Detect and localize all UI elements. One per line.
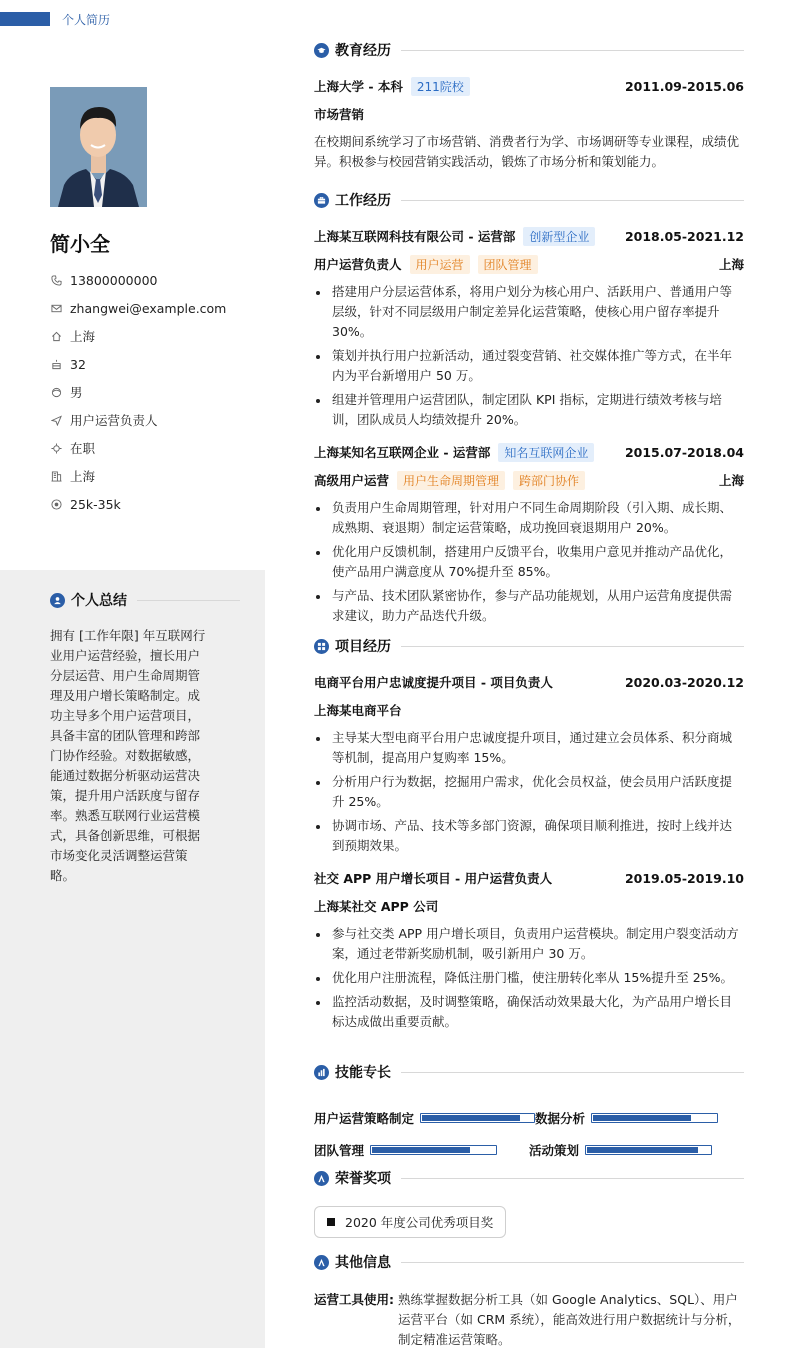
profile-name: 简小全 [50, 232, 110, 256]
info-age [50, 350, 226, 378]
job-city: 上海 [718, 473, 744, 488]
major: 市场营销 [314, 107, 365, 122]
bullet-item: 分析用户行为数据，挖掘用户需求，优化会员权益，使会员用户活跃度提升 25%。 [314, 772, 744, 812]
info-email [50, 294, 226, 322]
section-divider [401, 1262, 744, 1263]
bullet-item: 搭建用户分层运营体系，将用户划分为核心用户、活跃用户、普通用户等层级，针对不同层级用户制定差异化运营策略，使核心用户留存率提升 30%。 [314, 282, 744, 342]
major-row [314, 104, 744, 124]
education-title: 教育经历 [335, 43, 391, 59]
user-icon [50, 593, 65, 608]
building-icon [50, 470, 62, 482]
work-header [314, 190, 744, 210]
projects-header [314, 636, 744, 656]
job-role-row [314, 470, 744, 490]
bullet-item: 负责用户生命周期管理，针对用户不同生命周期阶段（引入期、成长期、成熟期、衰退期）制定运营策略，成功挽回衰退期用户 20%。 [314, 498, 744, 538]
mail-icon [50, 302, 62, 314]
info-location [50, 322, 226, 350]
skill-level-bar [420, 1113, 535, 1123]
info-position [50, 406, 226, 434]
project-entry [314, 868, 744, 1032]
job-city: 上海 [718, 257, 744, 272]
award-icon [314, 1171, 329, 1186]
awards-title: 荣誉奖项 [335, 1171, 391, 1187]
projects-section [314, 636, 744, 1036]
info-icon [314, 1255, 329, 1270]
work-section [314, 190, 744, 630]
other-header [314, 1252, 744, 1272]
section-divider [401, 1178, 744, 1179]
square-bullet-icon [327, 1218, 335, 1226]
other-label: 运营工具使用: [314, 1292, 394, 1307]
email-text: zhangwei@example.com [70, 300, 227, 316]
summary-section [50, 590, 240, 886]
project-org-row [314, 700, 744, 720]
home-icon [50, 330, 62, 342]
summary-header [50, 590, 240, 610]
job-company: 上海某互联网科技有限公司 - 运营部 [314, 229, 516, 244]
skill-tag: 用户生命周期管理 [397, 471, 505, 490]
skill-name: 用户运营策略制定 [314, 1111, 415, 1126]
projects-title: 项目经历 [335, 639, 391, 655]
section-divider [401, 200, 744, 201]
other-info-row [314, 1290, 744, 1348]
project-name-row [314, 672, 744, 692]
info-gender [50, 378, 226, 406]
skill-level-bar [591, 1113, 718, 1123]
other-section [314, 1252, 744, 1348]
skills-section [314, 1062, 744, 1166]
award-badge [314, 1206, 506, 1238]
info-status [50, 434, 226, 462]
company-tag: 创新型企业 [523, 227, 595, 246]
info-city [50, 462, 226, 490]
job-bullets [314, 282, 744, 430]
school-tag: 211院校 [411, 77, 470, 96]
skill-item [314, 1109, 535, 1127]
education-header [314, 40, 744, 60]
project-entry [314, 672, 744, 856]
skill-tag: 用户运营 [410, 255, 470, 274]
section-divider [401, 646, 744, 647]
bar-chart-icon [314, 1065, 329, 1080]
education-row [314, 76, 744, 96]
info-phone [50, 266, 226, 294]
skill-name: 团队管理 [314, 1143, 365, 1158]
age-text: 32 [70, 356, 86, 372]
skill-level-bar [370, 1145, 497, 1155]
status-text: 在职 [70, 441, 96, 456]
contact-info-list [50, 266, 226, 518]
summary-title: 个人总结 [71, 593, 127, 609]
bullet-item: 与产品、技术团队紧密协作，参与产品功能规划，从用户运营角度提供需求建议，助力产品迭代升级。 [314, 586, 744, 626]
resume-header-tag [0, 12, 110, 26]
job-company: 上海某知名互联网企业 - 运营部 [314, 445, 491, 460]
job-date: 2018.05-2021.12 [624, 228, 744, 244]
bullet-item: 参与社交类 APP 用户增长项目，负责用户运营模块。制定用户裂变活动方案，通过老带新奖励机制，吸引新用户 30 万。 [314, 924, 744, 964]
project-date: 2020.03-2020.12 [624, 674, 744, 690]
company-tag: 知名互联网企业 [498, 443, 594, 462]
header-accent-bar [0, 12, 50, 26]
gender-text: 男 [70, 385, 83, 400]
skills-header [314, 1062, 744, 1082]
bullet-item: 组建并管理用户运营团队，制定团队 KPI 指标，定期进行绩效考核与培训，团队成员人均绩效提升 20%。 [314, 390, 744, 430]
graduation-cap-icon [314, 43, 329, 58]
project-org: 上海某电商平台 [314, 703, 402, 718]
section-divider [401, 1072, 744, 1073]
section-divider [137, 600, 240, 601]
project-name: 社交 APP 用户增长项目 - 用户运营负责人 [314, 871, 553, 886]
phone-icon [50, 274, 62, 286]
job-role: 用户运营负责人 [314, 257, 402, 272]
skill-item [535, 1109, 744, 1127]
city-text: 上海 [70, 469, 96, 484]
age-icon [50, 358, 62, 370]
project-date: 2019.05-2019.10 [624, 870, 744, 886]
profile-photo [50, 87, 147, 207]
bullet-item: 监控活动数据，及时调整策略，确保活动效果最大化，为产品用户增长目标达成做出重要贡献。 [314, 992, 744, 1032]
job-role-row [314, 254, 744, 274]
job-date: 2015.07-2018.04 [624, 444, 744, 460]
job-entry [314, 442, 744, 626]
grid-icon [314, 639, 329, 654]
skill-level-bar [585, 1145, 712, 1155]
other-value: 熟练掌握数据分析工具（如 Google Analytics、SQL）、用户运营平台（如 CRM 系统），能高效进行用户数据统计与分析，制定精准运营策略。 [398, 1292, 741, 1347]
salary-icon [50, 498, 62, 510]
work-title: 工作经历 [335, 193, 391, 209]
job-entry [314, 226, 744, 430]
education-date: 2011.09-2015.06 [624, 78, 744, 94]
skill-name: 活动策划 [529, 1143, 580, 1158]
school-name: 上海大学 - 本科 [314, 79, 403, 94]
skill-tag: 团队管理 [478, 255, 538, 274]
skill-item [529, 1141, 744, 1159]
skill-name: 数据分析 [535, 1111, 586, 1126]
project-bullets [314, 728, 744, 856]
position-text: 用户运营负责人 [70, 413, 158, 428]
education-section [314, 40, 744, 172]
bullet-item: 协调市场、产品、技术等多部门资源，确保项目顺利推进，按时上线并达到预期效果。 [314, 816, 744, 856]
skill-item [314, 1141, 529, 1159]
project-name: 电商平台用户忠诚度提升项目 - 项目负责人 [314, 675, 553, 690]
skill-tag: 跨部门协作 [513, 471, 585, 490]
education-desc: 在校期间系统学习了市场营销、消费者行为学、市场调研等专业课程，成绩优异。积极参与校园营销实践活动，锻炼了市场分析和策划能力。 [314, 134, 740, 169]
job-company-row [314, 442, 744, 462]
bullet-item: 策划并执行用户拉新活动，通过裂变营销、社交媒体推广等方式，在半年内为平台新增用户 50 万。 [314, 346, 744, 386]
gender-icon [50, 386, 62, 398]
skills-title: 技能专长 [335, 1065, 391, 1081]
job-company-row [314, 226, 744, 246]
summary-text: 拥有 [工作年限] 年互联网行业用户运营经验，擅长用户分层运营、用户生命周期管理及用户增长策略制定。成功主导多个用户运营项目，具备丰富的团队管理和跨部门协作经验。对数据敏感，能通过数据分析驱动运营决策，提升用户活跃度与留存率。熟悉互联网行业运营模式，具备创新思维，可根据市场变化灵活调整运营策略。 [50, 628, 206, 883]
phone-text: 13800000000 [70, 272, 158, 288]
briefcase-icon [314, 193, 329, 208]
status-icon [50, 442, 62, 454]
location-text: 上海 [70, 329, 96, 344]
awards-section [314, 1168, 744, 1238]
project-org-row [314, 896, 744, 916]
job-role: 高级用户运营 [314, 473, 390, 488]
skills-grid [314, 1102, 744, 1166]
left-column [0, 0, 265, 1348]
section-divider [401, 50, 744, 51]
other-title: 其他信息 [335, 1255, 391, 1271]
project-bullets [314, 924, 744, 1032]
project-name-row [314, 868, 744, 888]
award-text: 2020 年度公司优秀项目奖 [345, 1215, 494, 1230]
header-title: 个人简历 [62, 12, 111, 27]
bullet-item: 优化用户反馈机制，搭建用户反馈平台，收集用户意见并推动产品优化，使产品用户满意度从 70%提升至 85%。 [314, 542, 744, 582]
job-bullets [314, 498, 744, 626]
send-icon [50, 414, 62, 426]
bullet-item: 主导某大型电商平台用户忠诚度提升项目，通过建立会员体系、积分商城等机制，提高用户复购率 15%。 [314, 728, 744, 768]
info-salary [50, 490, 226, 518]
salary-text: 25k-35k [70, 496, 121, 512]
project-org: 上海某社交 APP 公司 [314, 899, 439, 914]
bullet-item: 优化用户注册流程，降低注册门槛，使注册转化率从 15%提升至 25%。 [314, 968, 744, 988]
awards-header [314, 1168, 744, 1188]
